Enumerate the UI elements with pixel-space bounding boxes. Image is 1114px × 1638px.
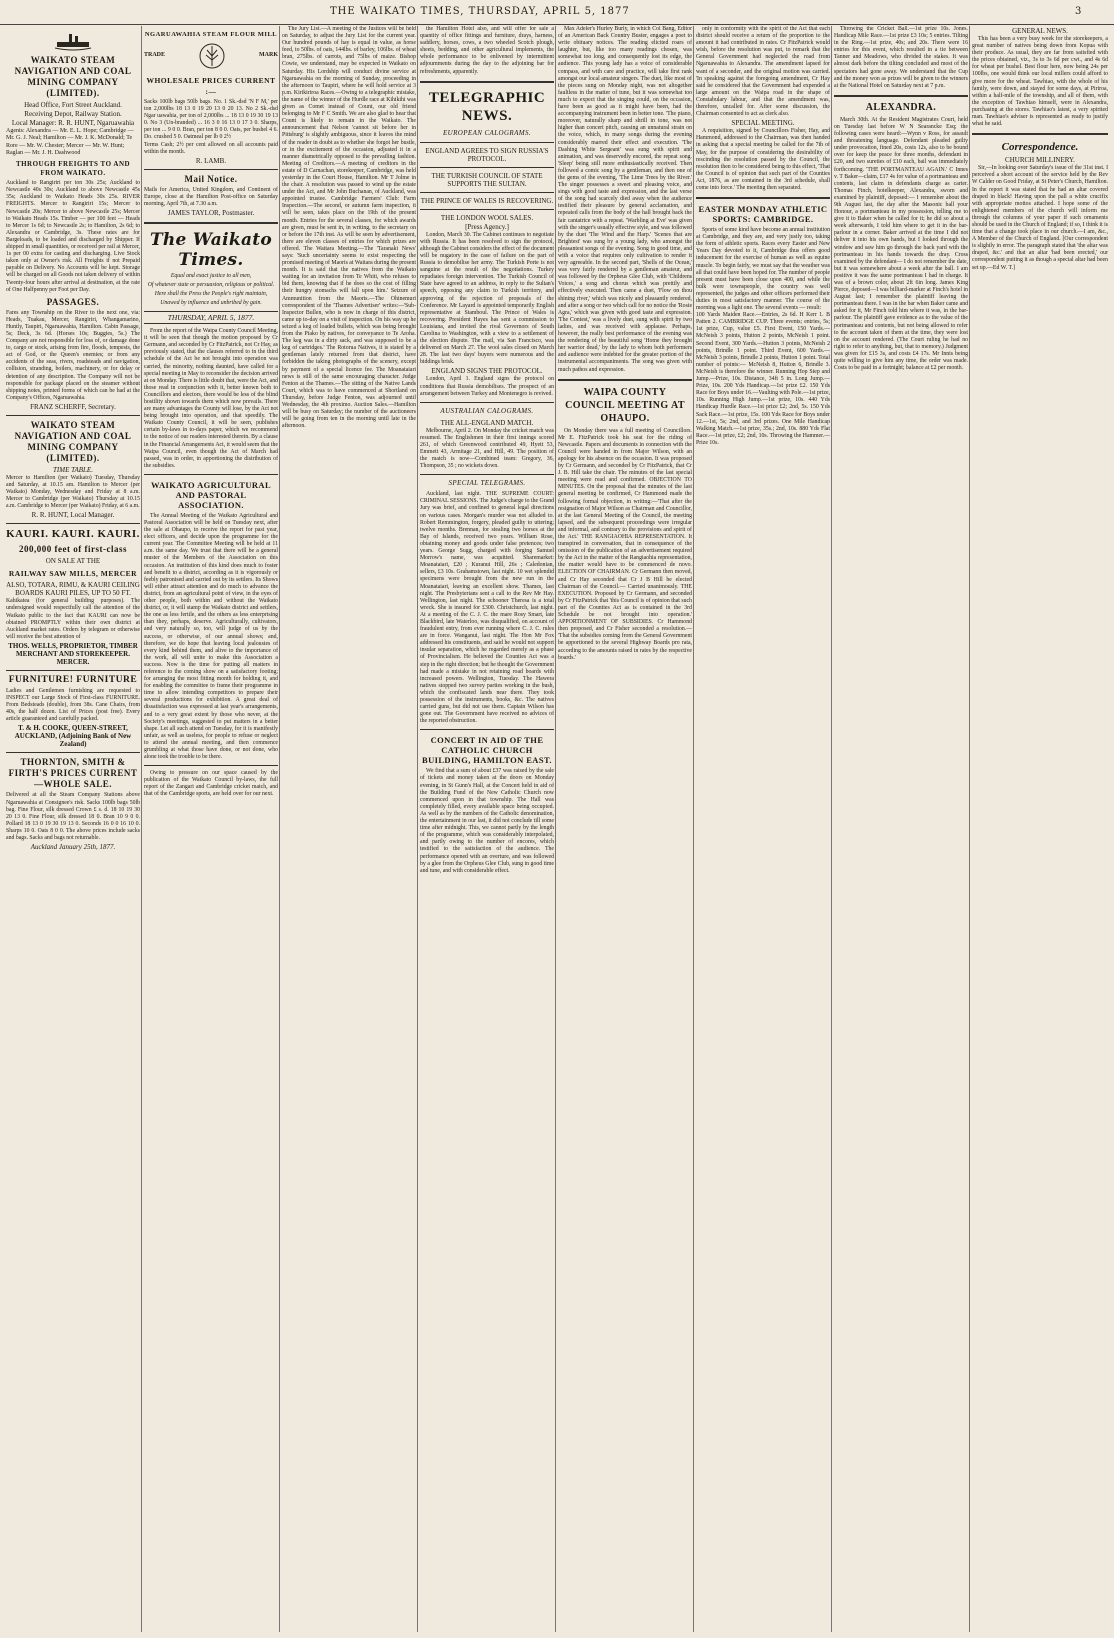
ad-kauri-also: ALSO, TOTARA, RIMU, & KAURI CEILING BOARDS KAURI PILES, UP TO 50 FT. (6, 581, 140, 598)
column-1-advertisements (6, 26, 140, 1632)
owing-to-pressure-note: Owing to pressure on our space caused by the publication of the Waikato Council by-laws, the full report of the Zangari and Cambridge cricket match, and that of the Cambridge sports, are held over for our next. (144, 770, 278, 798)
sports-continuation: Throwing the Cricket Ball.—1st prize 10s. Jones. Handicap Mile Race.—1st prize £3 10s; 5 entries. Tilting in the Ring.—1st prize, 40s; and 20s. There were 16 entries for this event, which resulted in a tie between Tanner and Meadows, who divided the stakes. It was almost dark before the tilting concluded and most of the spectators had gone away. We understand that the Cup and the money won as prizes will be given to the winners at the National Hotel on Saturday next at 7 p.m. (834, 26, 968, 89)
column-2-editorial (144, 26, 278, 1632)
sports-results: 100 Yards Maiden Race.—Entries, 2s 6d. H Kerr 1. B Patten 2. CAMBRIDGE CUP. Three events; entries, 5s; 1st prize, Cup, value £5. First Event, 150 Yards.—McNeish 3 points, Hutton 2 points, McNeish 1 point. Second Event, 300 Yards.—Hutton 3 points, McNeish 2 points, Brindle 1 point. Third Event, 600 Yards.—McNeish 3 points, Brindle 2 points, Hutton 1 point. Total number of points:— McNeish 8, Hutton 6, Brindle 3. McNeish is therefore the winner. Running Hop Step and Jump.—Prize, 10s. Distance, 34ft 5 in. Long Jump.—Prize, 10s. 200 Yds Handicap.—1st prize £2. 150 Yds Race for Boys under 16.—Vaulting with Pole.—1st prize, 10s. Running High Jump.—1st prize, 10s. 440 Yds Handicap Hurdle Race.—1st prize £2; 2nd, 5s. 150 Yds Sack Race.—1st prize, 15s. 100 Yds Race for Boys under 12.—1st, 5s; 2nd, and 3rd prizes. One Mile Handicap Walking Match.—1st prize, 35s.; 2nd, 10s. 880 Yds Flat Race.—1st prize, £2; 2nd, 10s. Throwing the Hammer.—Prize 10s. (696, 312, 830, 446)
mail-notice-heading: Mail Notice. (184, 173, 238, 184)
auction-continuation: the Hamilton Hotel also, and will offer for sale a quantity of office fittings and furniture, drays, harness, saddlery, horses, cows, a two wheeled Scotch plough, sheets, bedding, and other agricultural implements, the whole performance to be enlivened by intermittent adjournments during the day to the adjoining bar for refreshments, apparently. (420, 26, 554, 75)
special-meeting-heading: SPECIAL MEETING. (731, 119, 795, 128)
australian-calograms-heading: AUSTRALIAN CALOGRAMS. (440, 406, 534, 415)
council-continuation: only in conformity with the spirit of the Act that each district should receive a return of the proportion to the amount it had contributed in rates. Cr FitzPatrick would wish, before the resolution was put, to remark that the General Government had neglected the road from Ngaruawahia to Alexandra. The amendment lapsed for want of a seconder, and the original motion was carried. 'In speaking against the foregoing amendment, Cr Hay said he considered that the Government had expended a large amount on the Waipa road in the shape of Constabulary labour, and that the amendment was, therefore, uncalled for. After some discussion, the Chairman consented to act as clerk also. (696, 26, 830, 118)
ad-freights-body: Auckland to Rangiriri per ton 30s 25s; Auckland to Newcastle 40s 30s; Auckland to above Newcastle 45s 35s; Auckland to Waikato Heads 30s 25s. RIVER FREIGHTS. Mercer to Rangiriri 15s; Mercer to Newcastle 20s; Mercer to above Newcastle 25s; Mercer to Waikato Heads 15s. Timber — per 100 feet — Heads to Mercer 1s 6d; to Newcastle 2s; to Hamilton, 2s 6d; to Alexandra or Cambridge, 3s. These rates are for Bargeloads, to be loaded and discharged by Shipper. If shipped in small quantities, or received per rail at Mercer, 1s per 00 extra for casting and discharging. Live Stock taken only at Owner's risk. All Freights if not Prepaid payable on Delivery. No Accounts will be kept. Storage will be charged on all Goods not taken delivery of within Twenty-four hours after arrival at destination, at the rate of One Halfpenny per Foot per Day. (6, 180, 140, 293)
column-rule (279, 26, 280, 1632)
motto-line: Of whatever state or persuasion, religious or political. (147, 282, 275, 289)
european-news-body: London, March 30. The Cabinet continues to negotiate with Russia. It has been resolved to sign the protocol, although the Cabinet considers the effect of the document will be nugatory in the case of failure on the part of Russia to demobilise her army. The Turkish Porte is not sanguine at the result of the negotiations. Turkey repudiates foreign intervention. The Turkish Council of State have agreed to an address, in reply to the Sultan's speech, opposing any claim to Turkish territory, and approving of the rejection of proposals of the Conference. Mr Layard is appointed temporarily English representative at Stamboul. The Prince of Wales is recovering. President Hayes has sent a commission to Louisiana, and invited the rival Governors of South Carolina to Washington, with a view to a settlement of the election dispute. The mail, via San Francisco, was delivered on March 27. The wool sales closed on March 28. The last two days' buyers were numerous and the biddings brisk. (420, 231, 554, 366)
column-6-sports (696, 26, 830, 1632)
church-millinery-heading: CHURCH MILLINERY. (1005, 156, 1075, 165)
ad-prices-current-heading: THORNTON, SMITH & FIRTH'S PRICES CURRENT—WHOLE SALE. (8, 757, 138, 790)
wheatsheaf-emblem-icon (198, 42, 226, 70)
headline-prince-of-wales: THE PRINCE OF WALES IS RECOVERING. (420, 196, 554, 205)
headline-england-protocol: ENGLAND AGREES TO SIGN RUSSIA'S PROTOCOL. (425, 146, 549, 163)
issue-dateline: THURSDAY, APRIL 5, 1877. (144, 311, 278, 324)
masthead-page-number: 3 (1075, 6, 1083, 17)
ad-prices-current-date: Auckland January 25th, 1877. (30, 843, 116, 852)
england-signs-body: London, April 1. England signs the protocol on conditions that Russia demobilises. The prospect of an arrangement between Turkey and Montenegro is revived. (420, 376, 554, 397)
column-rule (417, 26, 418, 1632)
ad-kauri-amount: 200,000 feet of first-class (19, 544, 127, 555)
ad-passages-body: Fares any Township on the River to the next one, via: Heads, Tuakau, Mercer, Rangiriri, Whangamarino, Huntly, Taupiri, Ngaruawahia, Hamilton. Cabin Passage, 5s; Deck, 3s 6d. (Horses 10s; Buggies, 5s.) The Company are not responsible for loss of, or damage done to, cargo or stock, arising from fire, floods, tempests, the act of God, or the Queen's enemies; or from any accidents of the seas, rivers, roadsteads and navigation, collision, stranding, boilers, machinery, or for delay or detention of any description. The Company will not be responsible for package placed on the steamer without shipping notes, printed forms of which can be had at the Company's Offices, Ngaruawahia. (6, 309, 140, 401)
trade-label: TRADE (144, 52, 166, 58)
cricket-match-body: Melbourne, April 2. On Monday the cricket match was resumed. The Englishmen in their first innings scored 261, of which Greenwood contributed 49, Hyett 53, Emmett 43, Armitage 21, and Hill, 49. The position of the match is now—Combined team: Gregory, 36, Thompson, 35 ; no wickets down. (420, 427, 554, 470)
ad-timetable-body: Mercer to Hamilton (per Waikato) Tuesday, Thursday and Saturday, at 10.15 am. Hamilton to Mercer (per Waikato) Monday, Wednesday and Friday at 8 a.m. Mercer to Cambridge (per Waikato) Thursday at 10.15 a.m. Cambridge to Mercer (per Waikato) Friday, at 6 a.m. (6, 474, 140, 510)
motto-line: Unawed by influence and unbribed by gain. (160, 300, 262, 307)
press-agency-credit: [Press Agency.] (465, 222, 509, 231)
mail-notice-body: Mails for America, United Kingdom, and Continent of Europe, close at the Hamilton Post-office on Saturday morning, April 7th, at 7.30 a.m. (144, 186, 278, 207)
easter-sports-body: Sports of some kind have become an annual institution at Cambridge, and they are, and very justly too, taking the form of athletic sports. Races every Easter and New Years Day devoted to it, Cambridge thus offers good inducement for the exercise of human as well as equine muscle. To begin fairly, we must say that the weather was all that could have been hoped for. The number of people present must have been close upon 400, and while the bulk were townspeople, the country was well represented, the judges and other officers performed their duties in most satisfactory manner. The course of the morning was a light one. The several events — result: (696, 227, 830, 312)
mark-label: MARK (259, 52, 278, 58)
ad-flour-terms: Terms Cash; 2½ per cent allowed on all accounts paid within the month. (144, 141, 278, 155)
column-rule (969, 26, 970, 1632)
headline-all-england-match: THE ALL-ENGLAND MATCH. (440, 418, 534, 427)
ad-timetable-company-heading: WAIKATO STEAM NAVIGATION AND COAL MINING COMPANY (LIMITED). (14, 419, 132, 463)
ad-kauri-body: Kahikatea (for general building purposes). The undersigned would respectfully call the attention of the Waikato public to the fact that KAURI can now be obtained PROMPTLY within their own district at Auckland market rates. Orders by telegram or otherwise will receive the best attention of (6, 598, 140, 640)
trade-mark-block (144, 42, 278, 72)
steamer-emblem-icon (53, 28, 93, 52)
telegraphic-news-heading: TELEGRAPHIC NEWS. (428, 89, 546, 124)
alexandra-body: March 30th. At the Resident Magistrates Court, held on Tuesday last before W N Searancke Esq; the following cases were heard:—Wynn v Ross, for assault and threatening language. Defendant pleaded guilty under provocation, fined 20s, costs 12s, also to be bound over for keep the peace for three months, defendant in £20, and two sureties of £10 each, bail was immediately forthcoming. 'THE PORTMANTEAU AGAIN.' C Innes v. T Baker—claim, £17 4s for value of a portmanteau and contents, last claim in defendants charge as carter. Thomas Finch, hotelkeeper, Alexandra, sworn and examined by plaintiff, deposed:— I remember about the 9th August last, the day after the Masonic ball your Honour, a portmanteau in my possession, telling me to give it to Baker when he called for it; he did so about a week afterwards, I told him where to get it in the bar-parlour in a corner. Baker arrived at the time I did not deliver it into his own hands, but I looked through the window and saw him go through the back yard with the portmanteau in his hands towards the dray. Cross examined by the defendant— I do not remember the date, but it was somewhere about a week after the ball. I am positive it was the same portmanteau I had in charge. It was of a brown color, about 2ft 6in long. James King Pierce, deposed—I was billiard-marker at Finch's hotel in August last; I remember the plaintiff leaving the portmanteau there. I was in the bar when Baker came and asked for it, Mr Finch told him where it was, in the bar-parlour. The plaintiff gave evidence as to the value of the portmanteau and contents, but not being allowed to refer to the account taken of them at the time, they were lost on the account rendered. (The Court ruling he had no right to refer to anything, but, that to memory.) Judgment was given for £15 3s, and costs £4 17s. Mr Innis being quite willing to give him any time, the order was made. Costs to be paid in a fortnight; balance at £2 per month. (834, 116, 968, 372)
mail-notice-signature: JAMES TAYLOR, Postmaster. (167, 209, 255, 218)
ad-timetable-signature: R. R. HUNT, Local Manager. (31, 511, 115, 520)
ad-steam-nav-receiving: Receiving Depot, Railway Station. (24, 110, 122, 118)
general-news-heading: GENERAL NEWS. (1012, 27, 1068, 35)
masthead-title: THE WAIKATO TIMES, THURSDAY, APRIL 5, 1877 (330, 6, 630, 17)
ad-kauri-onsale: ON SALE AT THE (45, 557, 101, 566)
alexandra-heading: ALEXANDRA. (865, 101, 937, 113)
headline-england-signs: ENGLAND SIGNS THE PROTOCOL. (431, 367, 543, 376)
ad-steam-nav-signature: FRANZ SCHERFF, Secretary. (30, 402, 116, 411)
newspaper-nameplate: The Waikato Times. (149, 230, 273, 271)
column-8-correspondence (972, 26, 1108, 1632)
council-meeting-heading: WAIPA COUNTY COUNCIL MEETING AT OHAUPO. (565, 386, 685, 424)
ad-flour-mill-heading: NGARUAWAHIA STEAM FLOUR MILL (144, 31, 278, 38)
column-5-council (558, 26, 692, 1632)
ad-furniture-body: Ladies and Gentlemen furnishing are requested to INSPECT our Large Stock of First-class FURNITURE. From Bedsteads (double), from 38s. Cane Chairs, from 40s, the half dozen. List of Prices (post free). Every article guaranteed and carefully packed. (6, 687, 140, 723)
correspondence-heading: Correspondence. (1001, 141, 1079, 154)
ad-flour-signature: R. LAMB. (195, 156, 227, 165)
special-telegrams-heading: SPECIAL TELEGRAMS. (448, 479, 526, 488)
column-rule (141, 26, 142, 1632)
ad-furniture-signature: T. & H. COOKE, QUEEN-STREET, AUCKLAND, (Adjoining Bank of New Zealand) (14, 724, 132, 749)
special-telegrams-body: Auckland, last night. THE SUPREME COURT: CRIMINAL SESSIONS. The Judge's charge to the Grand Jury was brief, and confined to general legal directions on various cases. Morgan's murder was not alluded to. Robert Remmington, forgery, pleaded guilty to uttering; twelve months. Brennan, for stealing two horses at the Bay of Islands, received two years. William Rose, obtaining money and goods under false pretences; two years. George Sugg, charged with forging Samuel Morrow's name, was acquitted. Sharemarket: Moanataiari, £20 ; Kuranui Hill, 26s ; Caledonian, sellers, £3 10s. Grahamstown, last night. 10 wet splendid specimens were brought from the new run in the Moanataiari, leaving an excellent show. Thames, last night. The Presbyterians sent a call to the Rev Mr Hay. Wellington, last night. The schooner Theresa is a total wreck. She is insured for £300. Christchurch, last night. At a meeting of the C. J. C. the mare Rosy Smart, late Blackbird, late Waterloo, was disqualified, on account of fraudulent entry, from ever running where C. J. C. rules are in force. Wanganui, last night. The Hon Mr Fox addressed his constituents, and said he would not support insular separation, which he regarded merely as a phase of Provincialism. He believed the Counties Act was a step in the right direction; but he thought the Government had made a mistake in not retaining road boards with increased powers. Wellington, Tuesday. The Hawera natives stopped two survey parties working in the bush, which the confiscated lands near there. They took possession of the instruments, books, &c. The natives carried guns, but did not use them. Captain Wilson has gone out. The Government have received no advices of the reported obstruction. (420, 491, 554, 725)
ad-steam-nav-agents: Agents: Alexandra — Mr. E. L. Hope; Cambridge — Mr. G. J. Neal; Hamilton — Mr. J. K. McDonald; Te Rore — Mr. W. Chester; Mercer — Mr. W. Hunt; Raglan — Mr. J. H. Dashwood (6, 128, 134, 156)
ad-kauri-signature: THOS. WELLS, PROPRIETOR, TIMBER MERCHANT AND STOREKEEPER. MERCER. (8, 641, 138, 666)
column-rule (693, 26, 694, 1632)
general-news-body: This has been a very busy week for the storekeepers, a great number of natives being down from Kopua with their produce. As usual, they are far from satisfied with the prices obtained, viz., 3s to 3s 6d per cwt., and 4s 6d for wheat per bushel. Best flour here, now being 24s per 100lbs, one would think our local millers could afford to give more for the wheat. Tawhiao, with the whole of his family, were down, and stayed for some days, at Piriroa, within a half-mile of the township, and all of them, with the exception of Tawhiao himself, were in Alexandra, purchasing at the stores. Tawhiao's latest, a very spirited man. Tawhiao's adviser is represented as ready to justify what he said. (972, 36, 1108, 128)
agri-association-article: The Annual Meeting of the Waikato Agricultural and Pastoral Association will be held on Tuesday next, after the sale at Ohaupo, to receive the report for past year, elect officers, and decide upon the programme for the current year. The Committee Meeting will be held at 11 a.m. the same day. We trust that there will be a general muster of the Members of the Association on this occasion. An institution of this kind does much to foster and benefit to a district, according as it is vigorously or feebly patronised and carried out by its settlers. Its Shows will either attract attention and do much to advance the district, from an agricultural point of view, in the eyes of other people, both within and without the Waikato district, or, it will stamp the Waikato district and settlers, the one as less fertile, and the others as less enterprising than they, perhaps, deserve. Agriculturally, cultivators, and very naturally so, too, will judge of us by the success, or otherwise, of our annual shows; and, therefore, we do hope that leaving local jealousies of every kind behind them, and alive to the importance of the work, all will unite to make this Association a success. Now is the time for putting all matters in reference to the coming show on a satisfactory footing; for arranging the most fitting month for holding it, and for enabling the committee to frame their programme in time to allow intending competitors to prepare their several productions for exhibition. A great deal of dissatisfaction was expressed at last year's arrangements, and to a very great extent by those who never, at the Society's meetings, suggested to put matters in a better shape. Let all such attend on Tuesday, for it is manifestly unfair, as well as useless, for people to refuse or neglect to attend the annual meeting, and then commence grumbling at what those have done, or not done, who alone took the trouble to be there. (144, 512, 278, 761)
european-calograms-heading: EUROPEAN CALOGRAMS. (442, 128, 532, 137)
leader-article: From the report of the Waipa County Council Meeting, it will be seen that though the motion proposed by Cr Germann, and seconded by Cr FitzPatrick, not Cr Hay, as previously stated, that the clauses referred to in the third schedule of the Act be not brought into operation was carried, the minority, nothing daunted, have called for a special meeting in May to reconsider the decision arrived at on Monday. There is little doubt that, were the Act, and those read in conjunction with it, better known both to Councillors and electors, there would be less of the blind hostility shown towards them which now prevails. There are many advantages the County will lose, by the Act not being brought into operation, and that speedily. The Waikato County Council, it will be seen, publishes certain by-laws in to-days paper, which we recommend to the notice of our readers interested therein. By a clause in the Financial Arrangements Act, it would seem that the Waipa Council, even though the Act of March had passed, was in order, in apportioning the distribution of the subsidies. (144, 328, 278, 469)
motto-line: Here shall the Press the People's right maintain, (154, 291, 268, 298)
headline-wool-sales: THE LONDON WOOL SALES. (440, 213, 534, 222)
ad-furniture-heading: FURNITURE! FURNITURE (8, 674, 138, 685)
concert-body: We find that a sum of about £37 was raised by the sale of tickets and money taken at the doors on Monday evening, in St Gunn's Hall, at the Concert held in aid of the Building Fund of the New Catholic Church now commenced upon in that township. The Hall was completely filled, every available space being occupied. As well as by the numbers of the Catholic denomination, the entertainment in our last, it did not conclude till some time after midnight. This, we cannot partly by the length of the programme, which was considerably interpolated, and partly owing to the number of encores, which testified to the satisfaction of the audience. The performance opened with an overture, and was followed by a glee from the Orpheus Glee Club, sung in good time and tune, and with considerable effect. (420, 768, 554, 874)
council-meeting-body: On Monday there was a full meeting of Councillors. Mr E. FitzPatrick took his seat for the riding of Newcastle. Papers and documents in connection with the Council were handed in from Major Wilson, with an apology for his absence on the occasion. It was proposed by Cr Germann, and seconded by Cr FitzPatrick, that Cr J. B. Hill take the chair. The minutes of the last special meeting were read and confirmed. OBJECTION TO MINUTES. On the proposal that the minutes of the last general meeting be confirmed, Cr Hammond made the following formal objection, in writing:—'That after the resignation of Major Wilson as Chairman and Councillor, at the last General Meeting of the Council, the meeting lapsed, and the subsequent proceedings were irregular and informal, and contrary to the provisions and spirit of the Act.' THE RANGIAOHIA REPRESENTATION. It transpired in conversation, that in consequence of the omission of the publication of an advertisement required by the Act in the matter of the Rangiaohia representation, the matter would have to be commenced de novo. ELECTION OF CHAIRMAN. Cr Germann then moved, and Cr Hay seconded that Cr J B Hill be elected Chairman of the Council.— Carried unanimously. THE EXECUTION. Proposed by Cr Germann, and seconded by Cr FitzPatrick that 'this Council is of opinion that such part of the Counties Act as is contained in the 3rd Schedule be not brought into operation.' APPORTIONMENT OF SUBSIDIES. Cr Hammond then proposed, and Cr Fisher seconded a resolution.— 'That the subsidies coming from the General Government be apportioned to the several Highway Boards pro rata, according to the amounts raised in rates by the respective boards.' (558, 427, 692, 661)
ad-flour-prices-body: Sacks 100lb bags 50lb bags. No. 1 Sk.-dsd 'N F M,' per ton 2,000lbs 18 13 0 19 20 13 0 20 13. No 2 Sk.-dsd Ngar uawahia, per ton of 2,000lbs ... 18 13 0 19 30 19 13 0. No 3 (Un-branded) ... 16 3 0 16 13 0 17 3 0. Sharps, per ton ... 9 0 0. Bran, per ton 8 0 0. Oats, per bushel 4 6. Do. crushed 5 0. Oatmeal per lb 0 2½ (144, 99, 278, 141)
ad-flour-prices-heading: WHOLESALE PRICES CURRENT :— (146, 76, 276, 96)
ad-steam-nav-office: Head Office, Fort Street Auckland. (24, 101, 122, 109)
column-rule (831, 26, 832, 1632)
motto-line: Equal and exact justice to all men, (170, 273, 252, 280)
column-4-telegraphic (420, 26, 554, 1632)
easter-sports-heading: EASTER MONDAY ATHLETIC SPORTS: CAMBRIDGE. (698, 204, 828, 225)
column-rule (555, 26, 556, 1632)
column-7-alexandra (834, 26, 968, 1632)
ad-steam-nav-heading: WAIKATO STEAM NAVIGATION AND COAL MINING COMPANY (LIMITED). (14, 55, 132, 98)
ad-steam-nav-agent: Local Manager: R. R. HUNT, Ngaruawahia (11, 119, 135, 127)
headline-turkish-council: THE TURKISH COUNCIL OF STATE SUPPORTS THE SULTAN. (431, 171, 543, 188)
concert-continuation: Max Adeler's Hurley Burly, in which Col Bang, Editor of an American Back Country Buster, engages a poet to write obituary notices. The reading elicited roars of laughter, but, like too many readings chosen, was somewhat too long, and consequently lost its edge, the audience. This young lady has a voice of considerable compass, and with care and practice, will take first rank amongst our local amateur singers. The duet, like most of the pieces sung on Monday night, was not altogether faultless in the matter of tune, but it was somewhat too much to expect that the singing could, on the occasion, have been as good as it might have been, had the accompanying instrument been in better tone. 'The piano, moreover, naturally sharp and shrill in tone, was not higher than concert pitch, causing an unnatural strain on the voice, which, in many songs during the evening considerably marred their effect and execution. 'The Dashing White Sergeant' was sung with spirit and animation, and was deservedly encored, the repeat song. 'Sleep' being still more enthusiastically received. Then followed a comic song by a gentleman, and then one of the gems of the evening, 'The Lime Trees by the River.' The singer possesses a sweet and pleasing voice, and sings with good taste and expression, and the last verse of the song had scarcely died away when the audience testified their pleasure by general acclamation, and repeated calls from the body of the hall brought back the fair cantatrice with a repeat. 'Warbling at Eve' was given with the singer's usually effective style, and was followed by the duet 'The Wind and the Harp.' 'Scenes that are Brightest' was sung by a young lady, who amongst the pleasantest songs of the evening. Song in good time, and with a voice that requires only cultivation to render it very agreeable. In the second part, 'Shells of the Ocean,' was very fairly rendered by a gentleman amateur, and was followed by the Orpheus Glee Club, with 'Childrens Voices,' a song and chorus which was prettily and effectively executed. Then came a duet, 'Flow on thou shining river,' which was nicely and pleasantly rendered, and after a song or two which call for no notice the 'Rosie Agra,' which was given with good taste and expression. 'The Contest,' was a lively duet, sung with spirit by two ladies, and was received with applause. Perhaps, however, the really best performance of the evening was the rendering of the beautiful song 'Home they brought her warrior dead,' by the lady to whom both performers and audience were indebted for the greater portion of the instrumental accompaniments. The song was given with much pathos and expression. (558, 26, 692, 373)
ad-prices-current-body: Delivered at all the Steam Company Stations above Ngaruawahia at Consignee's risk. Sacks 100lb bags 50lb bag. Fine Flour, silk dressed Crown £ s. d. 18 10 19 30 20 13 0. Fine Flour, silk dressed 18 0. Bran 10 9 0 0. Pollard 18 13 0 19 30 19 13 0. Seconds 16 0 0 16 10 0. Sharps 10 0. Oats 8 0 0. The above prices include sacks and bags. Sacks and bags not returnable. (6, 792, 140, 841)
ad-timetable-heading: TIME TABLE. (53, 465, 93, 474)
church-millinery-letter: Sir,—In looking over Saturday's issue of the 31st inst. I perceived a short account of the service held by the Rev W Calder on Good Friday, at St Peter's Church, Hamilton. In the report it was stated that he had an altar covered draped in black! Having upon the pall a white crucifix with appropriate mottos attached. I hope some of the enlightened members of the church will inform me through the columns of your paper if such ornaments should be used in the Church of England; if so, I think it is time that a change took place in our church.—I am, &c., A Member of the Church of England. [Our correspondent is slightly in error. The paragraph stated that 'the altar was draped, &c.' and that an altar 'had been erected,' our correspondent putting it as though a special altar had been set up.—Ed W. T.] (972, 165, 1108, 271)
ad-kauri-mills: RAILWAY SAW MILLS, MERCER (8, 569, 138, 579)
ad-passages-heading: PASSAGES. (46, 296, 100, 307)
page-masthead (0, 6, 1114, 25)
local-news-body: The Jury List.—A meeting of the Justices will be held on Saturday, to adjust the Jury List for the current year. Our hundred pounds of hay is equal in value, as horse feed, to 50lbs. of oats, 144lbs. of barley, 106lbs. of wheat bran, 275lbs. of carrots, and 75lbs of maize. Bishop Cowie, we understand, may be expected in Waikato on Saturday. His Lordship will conduct divine service at Ngaruawahia on the morning of Sunday, proceeding in the afternoon to Taupiri, where he will hold service at 3 p.m. Kirikiriroa Races.—Owing to a telegraphic mistake, the name of the winner of the Hurdle race at Kihikihi was given as Comet instead of Count, our old friend belonging to Mr F C Smith. We are also glad to hear that Count is likely to remain in the Waikato. The announcement that Nelson 'cannot sit before her in Pittsburg' is slightly ambiguous, since it leaves the mind of the reader in doubt as to whether she forgot her bustle, or in the excitement of the occasion, adjusted it in a manner diametrically opposed to the prevailing fashion. Meeting of Creditors.—A meeting of creditors in the estate of D Carnachan, storekeeper, Cambridge, was held yesterday in the Court House, Hamilton. Mr T Jolme in the chair. A resolution was passed to wind up the estate under the Act, and Mr John Buchanan, of Auckland, was appointed trustee. Cambridge Farmers' Club: Farm Inspection.—The second, or autumn farm inspection, it will be seen, takes place on the 19th of the present month. Entries for the several classes, for which awards are given, must be sent in, in writing, to the secretary on or before the 17th inst. As will be seen by advertisement, there are eleven classes of entries for which prizes are offered. The Waitara Meeting.—The 'Taranaki News' says: 'Such uncertainty seems to exist respecting the promised meeting of Maoris at Waitara during the present month. It is said that the natives from the Waikato waiting for an invitation from Te Whiti, who refuses to bid them, knowing that if he does so the cost of filling their hungry stomachs will fall upon him.' Seizure of Ammunition from the Maoris.—The Ohinemuri correspondent of the 'Thames Advertiser' writes:—'Sub-Inspector Bullen, who is now in charge of this district, came up to-day on a visit of inspection. On his way up he seized a keg of loaded bullets, which was being brought from the Piako by natives, for conveyance to Te Aroha. The keg was in a dirty sack, and was supposed to be a keg of cartridges.' The Rotorua Natives, it is stated by a gentleman lately returned from that district, have forbidden the taking photographs of the scenery, except by payment of a special licence fee. The Moanataiari news is still of the same encouraging character. Judge Fenton at the Thames.—The sitting of the Native Lands Court, which was to have commenced at Shortland on Thursday, before Judge Fenton, was adjourned until Wednesday, the 4th proximo. Auction Sales.—Hamilton will be busy on Saturday; the number of the auctioneers will be going from ten in the morning until late in the afternoon. (282, 26, 416, 430)
special-meeting-body: A requisition, signed by Councillors Fisher, Hay, and Hammond, addressed to the Chairman, was then handed in asking that a special meeting be called for the 7th of May, for the purpose of considering the desirability of rescinding the resolution passed by the Council, the resolution then to be considered being to this effect, 'That the Council is of opinion that such part of the Counties Act, 1876, as are contained in the 3rd schedule, shall come into force.' The meeting then separated. (696, 128, 830, 191)
agri-association-heading: WAIKATO AGRICULTURAL AND PASTORAL ASSOCIATION. (150, 479, 272, 510)
concert-heading: CONCERT IN AID OF THE CATHOLIC CHURCH BUILDING, HAMILTON EAST. (422, 735, 552, 766)
ad-freights-heading: THROUGH FREIGHTS TO AND FROM WAIKATO. (15, 160, 131, 178)
ad-kauri-heading: KAURI. KAURI. KAURI. (6, 528, 140, 541)
column-3-local-news (282, 26, 416, 1632)
